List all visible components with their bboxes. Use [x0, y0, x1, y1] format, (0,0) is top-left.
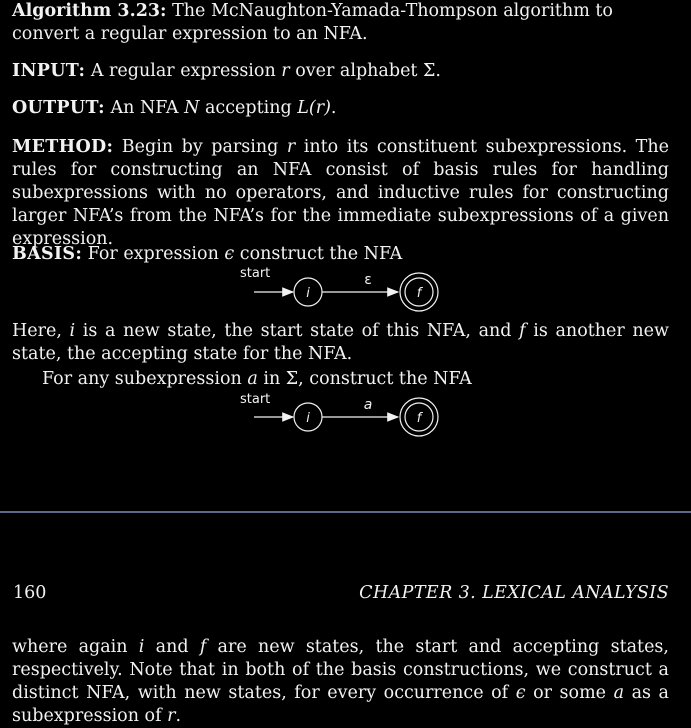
algorithm-number: Algorithm 3.23:	[12, 1, 167, 21]
basis-symbol: ϵ	[224, 244, 235, 264]
basis-text-1: For expression	[87, 244, 225, 264]
output-line	[12, 97, 669, 120]
output-text-mid: accepting	[199, 98, 298, 118]
anysub-text-2: in Σ, construct the NFA	[257, 369, 472, 389]
input-var: r	[281, 61, 290, 81]
cont-text-4: or some	[525, 683, 614, 703]
method-label: METHOD:	[12, 137, 114, 157]
method-paragraph	[12, 136, 669, 251]
algorithm-block	[12, 0, 669, 46]
basis-label: BASIS:	[12, 244, 83, 264]
page-number: 160	[13, 583, 47, 603]
here-text-1: Here,	[12, 321, 70, 341]
nfa2-edge-label: a	[363, 397, 373, 413]
here-var-i: i	[69, 321, 76, 341]
output-expr: L(r)	[297, 98, 331, 118]
nfa2-final-state-label: f	[416, 411, 422, 426]
here-paragraph	[12, 320, 669, 366]
output-text-after: .	[330, 98, 337, 118]
nfa2-start-label: start	[240, 392, 271, 407]
cont-text-3: are new states, the start and accepting states, respectively. Note that in both of the basis constructions, we construct a distinct NFA, with new states, for every occurrence of	[12, 637, 669, 703]
cont-var-f: f	[199, 637, 207, 657]
cont-var-a: a	[613, 683, 625, 703]
anysub-text-1: For any subexpression	[42, 369, 248, 389]
algorithm-description: The McNaughton-Yamada-Thompson algorithm to convert a regular expression to an NFA.	[12, 1, 613, 44]
here-text-2: is a new state, the start state of this NFA, and	[75, 321, 520, 341]
cont-var-i: i	[138, 637, 145, 657]
input-text-before: A regular expression	[90, 61, 282, 81]
basis-text-2: construct the NFA	[234, 244, 403, 264]
cont-text-5: as a subexpression of	[12, 683, 669, 726]
input-text-after: over alphabet Σ.	[289, 61, 441, 81]
nfa1-final-state-label: f	[416, 286, 422, 301]
nfa1-start-label: start	[240, 266, 271, 281]
here-text-3: is another new state, the accepting state for the NFA.	[12, 321, 669, 364]
nfa2-initial-state-label: i	[306, 411, 310, 426]
here-var-f: f	[519, 321, 526, 341]
cont-text-1: where again	[12, 637, 139, 657]
anysub-var-a: a	[247, 369, 258, 389]
input-line	[12, 60, 669, 83]
page-divider	[0, 511, 691, 513]
cont-var-epsilon: ϵ	[515, 683, 526, 703]
chapter-title: CHAPTER 3. LEXICAL ANALYSIS	[359, 583, 669, 603]
output-label: OUTPUT:	[12, 98, 105, 118]
cont-text-2: and	[144, 637, 200, 657]
algorithm-heading	[12, 0, 669, 46]
input-label: INPUT:	[12, 61, 86, 81]
output-text-before: An NFA	[110, 98, 185, 118]
nfa-symbol-diagram	[0, 388, 691, 440]
output-var: N	[184, 98, 200, 118]
method-text-2: into its constituent subexpressions. The rules for constructing an NFA consist of basis rules for handling subexpressions with no operators, and inductive rules for constructing larger NFA’s from the NFA’s for the immediate subexpressions of a given expression.	[12, 137, 669, 249]
nfa1-edge-label: ε	[364, 272, 372, 288]
nfa-epsilon-diagram	[0, 262, 691, 314]
cont-text-6: .	[175, 706, 182, 726]
nfa1-initial-state-label: i	[306, 286, 310, 301]
method-text-1: Begin by parsing	[121, 137, 287, 157]
cont-var-r: r	[167, 706, 176, 726]
method-var: r	[286, 137, 296, 157]
continuation-paragraph	[12, 636, 669, 728]
